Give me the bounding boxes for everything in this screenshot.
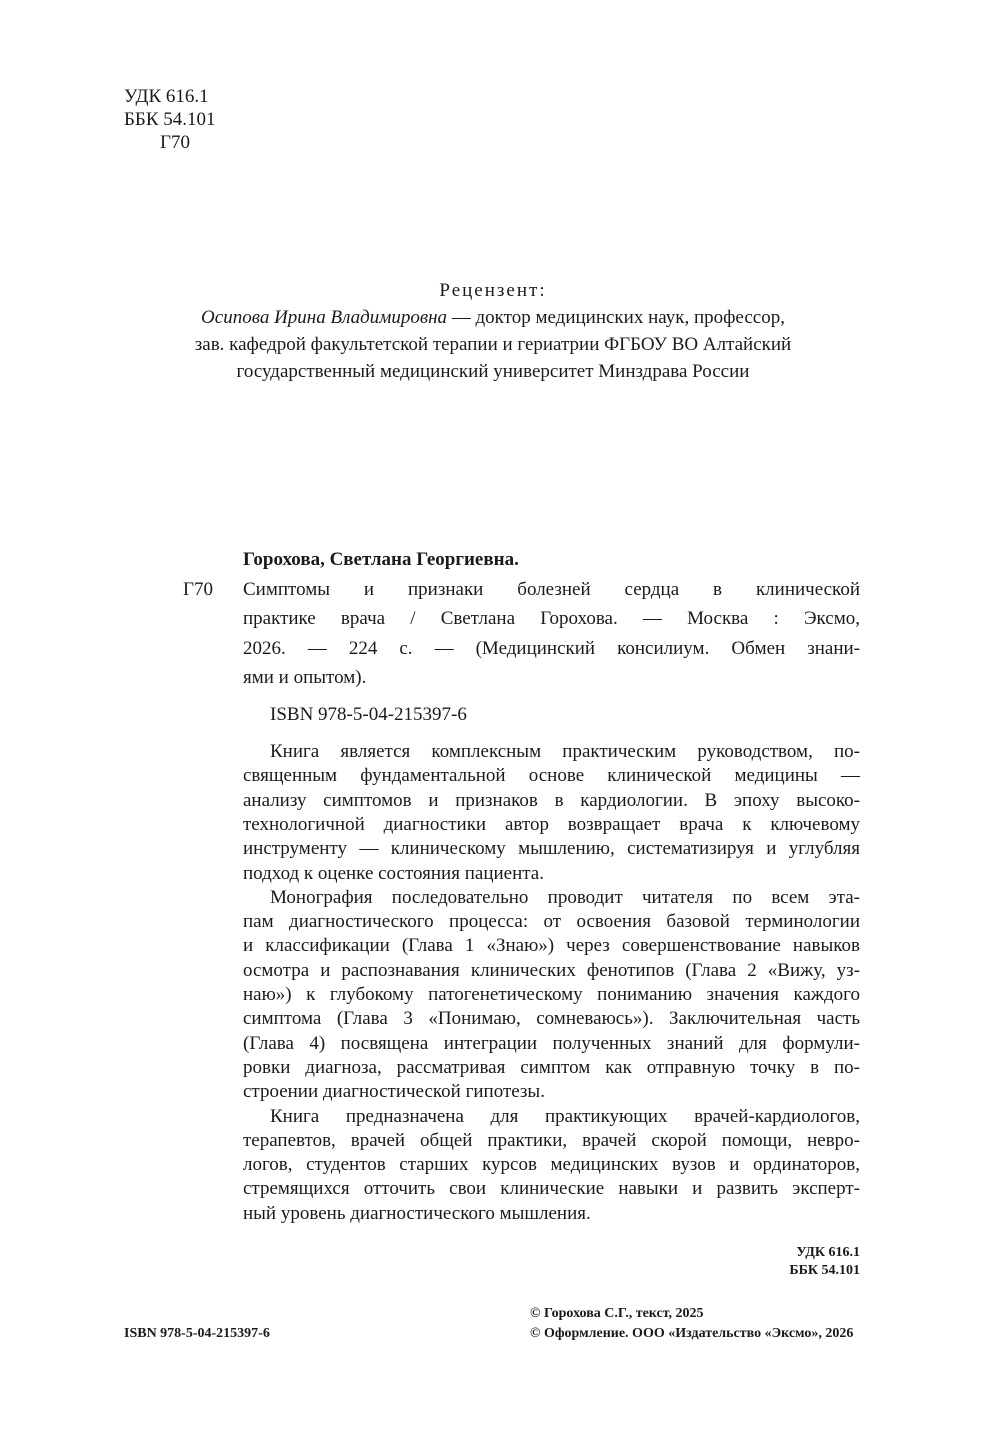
catalog-line: практике врача / Светлана Горохова. — Москва : Эксмо, [243,608,860,630]
author-mark: Г70 [160,132,190,153]
reviewer-title: — доктор медицинских наук, профессор, [447,307,785,328]
annotation-line: инструменту — клиническому мышлению, систематизируя и углубляя [243,838,860,860]
annotation-line: Книга является комплексным практическим руководством, по- [270,741,860,762]
annotation-line: симптома (Глава 3 «Понимаю, сомневаюсь»). Заключительная часть [243,1008,860,1030]
bbk-code: ББК 54.101 [124,109,216,130]
copyright-design: © Оформление. ООО «Издательство «Эксмо», 2026 [530,1326,854,1341]
reviewer-heading: Рецензент: [439,280,547,301]
annotation-line: ный уровень диагностического мышления. [243,1202,591,1224]
annotation-line: анализу симптомов и признаков в кардиологии. В эпоху высоко- [243,789,860,811]
copyright-text: © Горохова С.Г., текст, 2025 [530,1306,704,1321]
annotation-line: пам диагностического процесса: от освоения базовой терминологии [243,911,860,933]
reviewer-line: государственный медицинский университет Минздрава России [236,361,750,382]
catalog-line: Симптомы и признаки болезней сердца в клинической [243,579,860,600]
catalog-isbn: ISBN 978-5-04-215397-6 [270,704,467,725]
annotation-line: священным фундаментальной основе клинической медицины — [243,765,860,787]
catalog-author: Горохова, Светлана Георгиевна. [243,549,519,570]
footer-bbk: ББК 54.101 [789,1263,860,1278]
catalog-line: ями и опытом). [243,666,367,688]
reviewer-line: зав. кафедрой факультетской терапии и гериатрии ФГБОУ ВО Алтайский [194,334,792,355]
annotation-line: осмотра и распознавания клинических фенотипов (Глава 2 «Вижу, уз- [243,959,860,981]
annotation-line: подход к оценке состояния пациента. [243,862,544,884]
annotation-line: терапевтов, врачей общей практики, врачей скорой помощи, невро- [243,1129,860,1151]
annotation-line: Книга предназначена для практикующих врачей-кардиологов, [270,1105,860,1127]
annotation-line: логов, студентов старших курсов медицинских вузов и ординаторов, [243,1154,860,1176]
annotation-line: технологичной диагностики автор возвращает врача к ключевому [243,813,860,835]
reviewer-line [0,307,986,329]
annotation-line: наю») к глубокому патогенетическому пониманию значения каждого [243,984,860,1005]
annotation-line: ровки диагноза, рассматривая симптом как отправную точку в по- [243,1056,860,1078]
catalog-code: Г70 [183,579,213,600]
annotation-line: Монография последовательно проводит читателя по всем эта- [270,886,860,908]
footer-udk: УДК 616.1 [796,1245,860,1260]
udk-code: УДК 616.1 [124,86,209,107]
annotation-line: и классификации (Глава 1 «Знаю») через совершенствование навыков [243,935,860,957]
annotation-line: (Глава 4) посвящена интеграции полученных знаний для формули- [243,1032,860,1054]
catalog-line: 2026. — 224 с. — (Медицинский консилиум. Обмен знани- [243,637,860,659]
annotation-line: строении диагностической гипотезы. [243,1081,545,1103]
reviewer-name: Осипова Ирина Владимировна [201,307,447,328]
annotation-line: стремящихся отточить свои клинические навыки и развить эксперт- [243,1178,860,1200]
footer-isbn: ISBN 978-5-04-215397-6 [124,1326,270,1341]
